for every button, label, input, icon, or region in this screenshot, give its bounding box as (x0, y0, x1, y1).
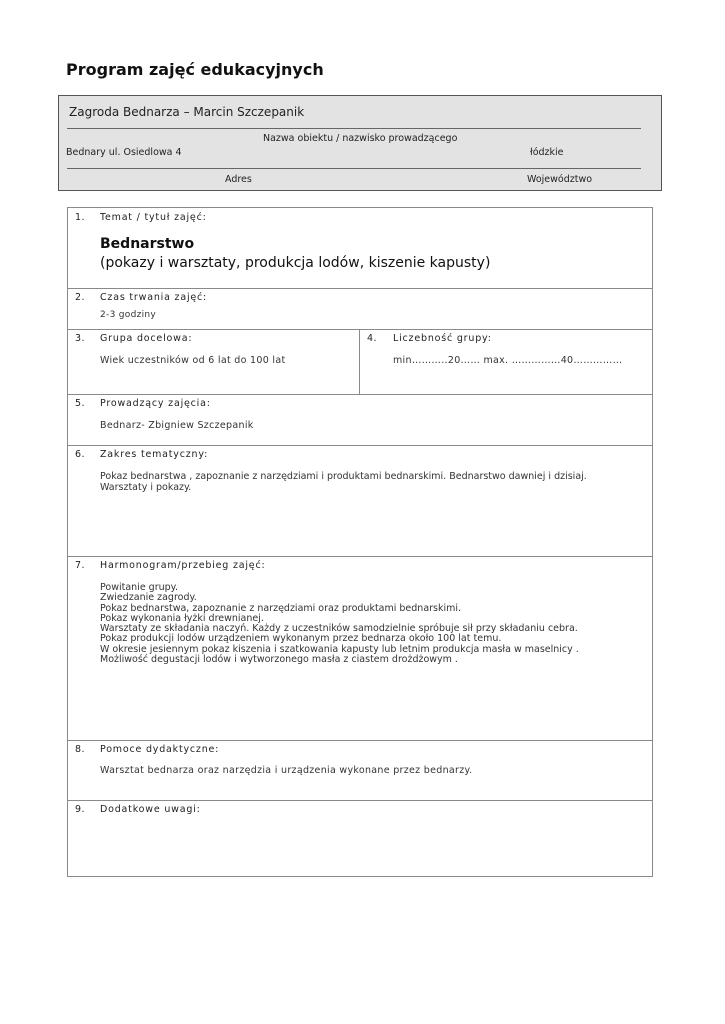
section-number: 5. (75, 398, 86, 409)
voivodeship-value: łódzkie (530, 147, 564, 158)
voivodeship-caption: Województwo (527, 174, 593, 185)
section-number: 3. (75, 333, 86, 344)
topic-subtitle: (pokazy i warsztaty, produkcja lodów, kiszenie kapusty) (100, 255, 491, 271)
program-form (67, 207, 653, 877)
target-group-value: Wiek uczestników od 6 lat do 100 lat (100, 355, 286, 366)
section-instructor (68, 394, 652, 446)
section-label: Prowadzący zajęcia: (100, 398, 211, 409)
section-label: Pomoce dydaktyczne: (100, 744, 220, 755)
section-duration (68, 288, 652, 330)
page-title: Program zajęć edukacyjnych (66, 60, 324, 79)
column-divider (359, 329, 360, 394)
section-label: Harmonogram/przebieg zajęć: (100, 560, 266, 571)
section-label: Czas trwania zajęć: (100, 292, 208, 303)
topic-title: Bednarstwo (100, 236, 195, 252)
section-label: Grupa docelowa: (100, 333, 193, 344)
facility-caption: Nazwa obiektu / nazwisko prowadzącego (263, 133, 458, 144)
section-number: 1. (75, 212, 86, 223)
duration-value: 2-3 godziny (100, 310, 157, 320)
scope-text: Pokaz bednarstwa , zapoznanie z narzędziami i produktami bednarskimi. Bednarstwo dawniej i dzisiaj. Warsztaty i pokazy. (100, 471, 587, 493)
instructor-value: Bednarz- Zbigniew Szczepanik (100, 420, 254, 431)
section-label: Temat / tytuł zajęć: (100, 212, 207, 223)
schedule-text: Powitanie grupy. Zwiedzanie zagrody. Pokaz bednarstwa, zapoznanie z narzędziami oraz produktami bednarskimi. Pokaz wykonania łyżki drewnianej. Warsztaty ze składania naczyń. Każdy z uczestników samodzielnie spróbuje sił przy składaniu cebra. Pokaz produkcji lodów urządzeniem wykonanym przez bednarza około 100 lat temu. W okresie jesiennym pokaz kiszenia i szatkowania kapusty lub letnim produkcja masła w maselnicy . Możliwość degustacji lodów i wytworzonego masła z ciastem drożdżowym . (100, 582, 579, 666)
section-number: 4. (367, 333, 378, 344)
section-number: 6. (75, 449, 86, 460)
address-value: Bednary ul. Osiedlowa 4 (66, 147, 182, 158)
address-caption: Adres (225, 174, 252, 185)
section-number: 7. (75, 560, 86, 571)
section-label: Liczebność grupy: (393, 333, 492, 344)
facility-header-box (58, 95, 662, 191)
section-topic (68, 208, 652, 289)
facility-name-underline (67, 128, 641, 129)
facility-name: Zagroda Bednarza – Marcin Szczepanik (69, 105, 305, 119)
section-label: Dodatkowe uwagi: (100, 804, 201, 815)
section-teaching-aids (68, 740, 652, 801)
section-number: 9. (75, 804, 86, 815)
section-schedule (68, 556, 652, 741)
section-group (68, 329, 652, 395)
teaching-aids-value: Warsztat bednarza oraz narzędzia i urządzenia wykonane przez bednarzy. (100, 765, 473, 776)
section-scope (68, 445, 652, 557)
section-notes (68, 800, 652, 876)
section-number: 8. (75, 744, 86, 755)
group-size-value: min………..20…… max. ……………40…………… (393, 355, 623, 366)
address-underline (67, 168, 641, 169)
section-number: 2. (75, 292, 86, 303)
section-label: Zakres tematyczny: (100, 449, 209, 460)
